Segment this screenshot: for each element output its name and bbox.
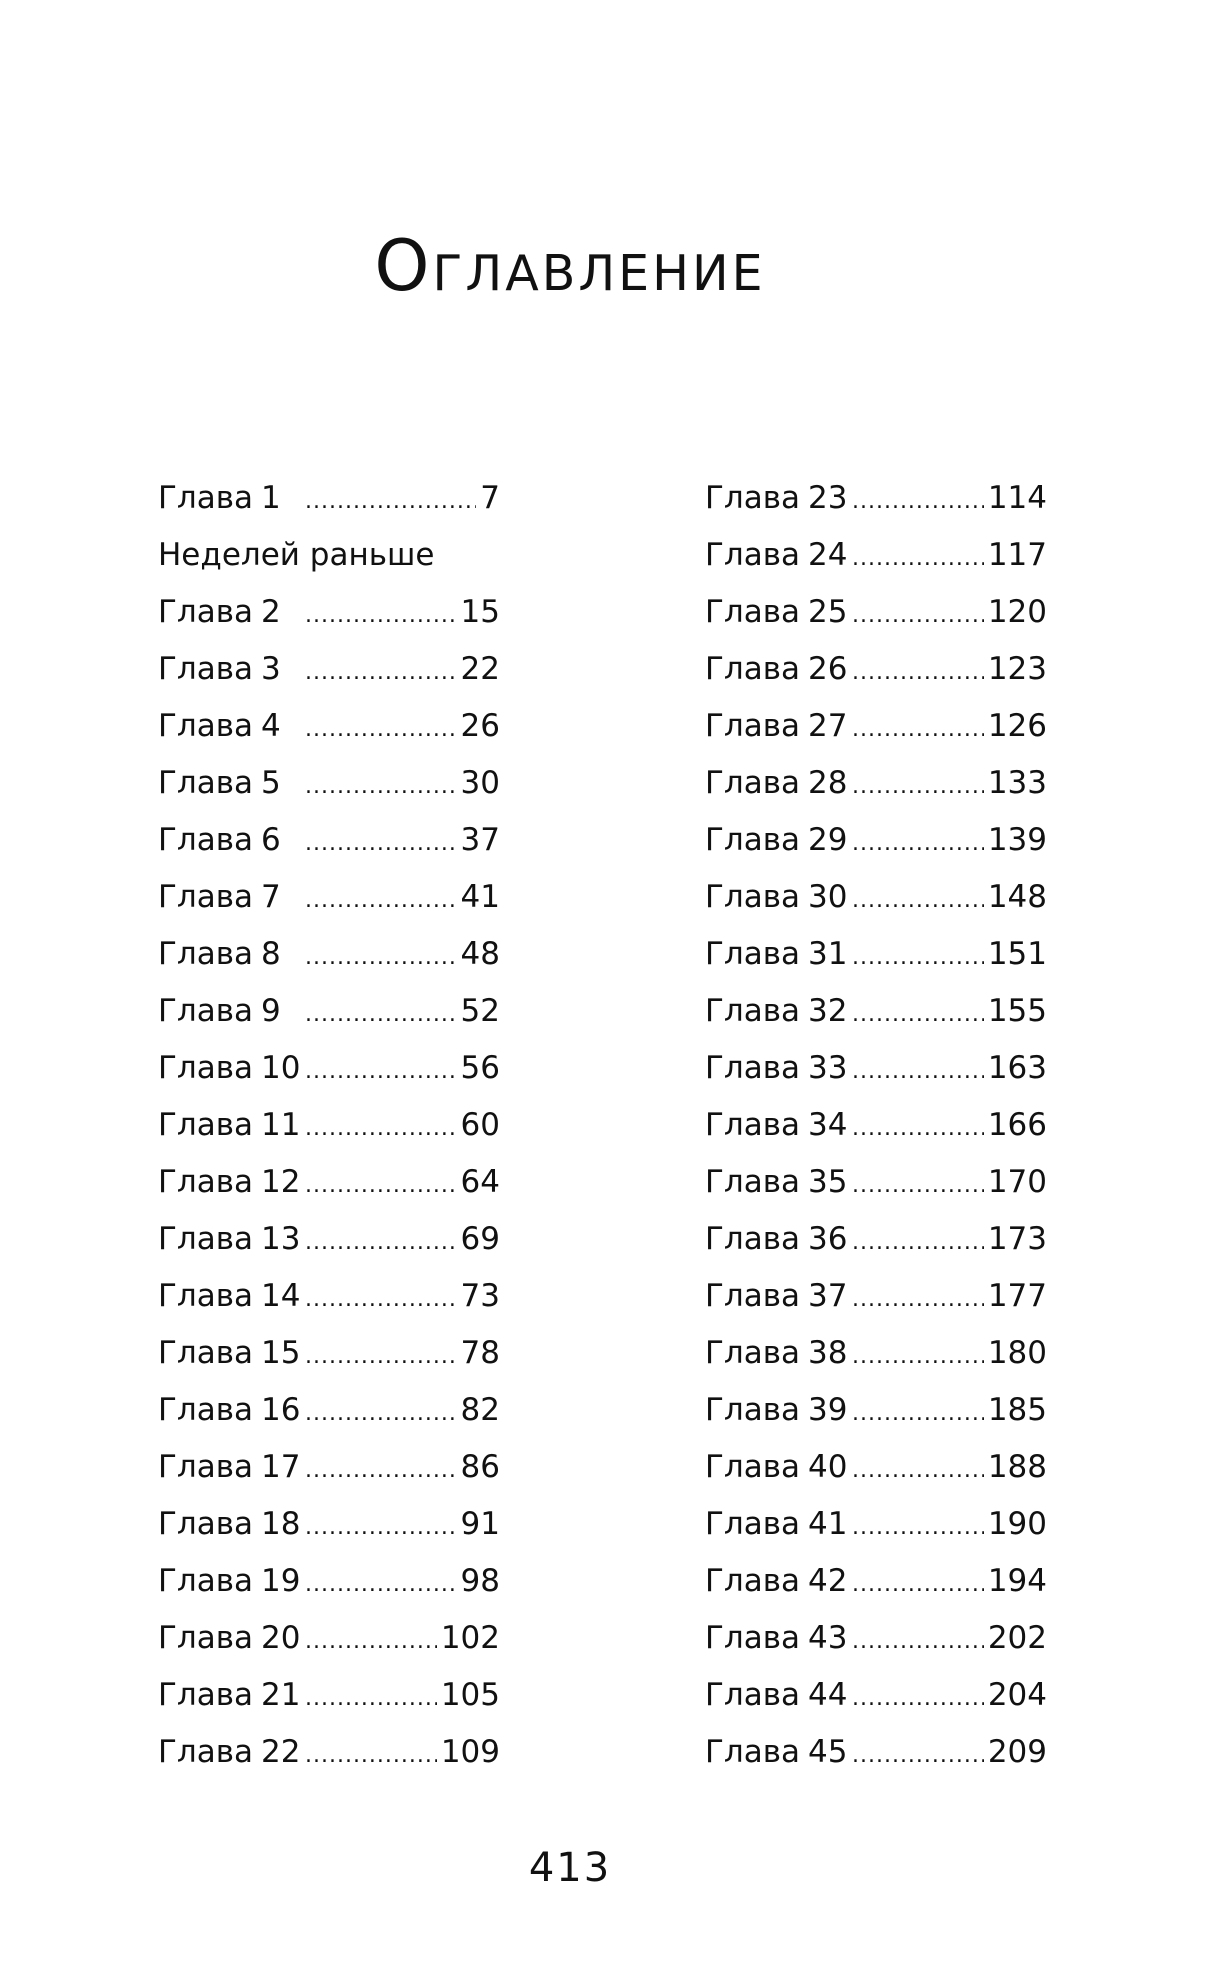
toc-entry[interactable]: [158, 1040, 500, 1097]
toc-entry-label: Глава: [158, 1107, 253, 1143]
toc-entry-page: 133: [987, 765, 1047, 801]
toc-entry-chapter-number: 35: [807, 1164, 848, 1200]
toc-dot-leader: [852, 1670, 984, 1727]
toc-entry-page: 30: [460, 765, 500, 801]
toc-dot-leader: [852, 758, 984, 815]
toc-entry-chapter-number: 30: [807, 879, 848, 915]
toc-entry-label: Глава: [705, 1107, 800, 1143]
toc-entry-chapter-number: 44: [807, 1677, 848, 1713]
toc-entry-label: Глава: [705, 480, 800, 516]
toc-dot-leader: [852, 644, 984, 701]
toc-entry-page: 91: [460, 1506, 500, 1542]
toc-entry-page: 102: [440, 1620, 500, 1656]
toc-dot-leader: [305, 1043, 457, 1100]
toc-entry-chapter-number: 8: [260, 936, 281, 972]
toc-entry[interactable]: [705, 1610, 1047, 1667]
toc-entry[interactable]: [705, 1553, 1047, 1610]
toc-entry[interactable]: [158, 1268, 500, 1325]
toc-entry-chapter-number: 38: [807, 1335, 848, 1371]
toc-dot-leader: [305, 1214, 457, 1271]
toc-entry-chapter-number: 19: [260, 1563, 301, 1599]
toc-entry-page: 126: [987, 708, 1047, 744]
toc-entry-label: Глава: [158, 1050, 253, 1086]
toc-dot-leader: [852, 701, 984, 758]
toc-entry-chapter-number: 34: [807, 1107, 848, 1143]
toc-dot-leader: [852, 587, 984, 644]
toc-dot-leader: [305, 587, 457, 644]
toc-entry-chapter-number: 42: [807, 1563, 848, 1599]
toc-entry[interactable]: [705, 527, 1047, 584]
toc-entry-page: 56: [460, 1050, 500, 1086]
toc-dot-leader: [305, 1442, 457, 1499]
toc-entry-label: Глава: [705, 1563, 800, 1599]
toc-entry-page: 69: [460, 1221, 500, 1257]
toc-entry-label: Глава: [158, 822, 253, 858]
toc-entry-chapter-number: 18: [260, 1506, 301, 1542]
toc-entry[interactable]: [158, 698, 500, 755]
toc-entry[interactable]: [705, 1154, 1047, 1211]
toc-entry-page: 73: [460, 1278, 500, 1314]
toc-entry-page: 15: [460, 594, 500, 630]
toc-entry-chapter-number: 5: [260, 765, 281, 801]
toc-entry-page: 86: [460, 1449, 500, 1485]
toc-entry-page: 202: [987, 1620, 1047, 1656]
toc-dot-leader: [852, 1328, 984, 1385]
toc-entry-chapter-number: 9: [260, 993, 281, 1029]
toc-entry[interactable]: [705, 1097, 1047, 1154]
toc-entry-page: 170: [987, 1164, 1047, 1200]
toc-entry[interactable]: [705, 1211, 1047, 1268]
toc-dot-leader: [305, 1727, 437, 1784]
toc-entry-page: 48: [460, 936, 500, 972]
toc-entry-chapter-number: 12: [260, 1164, 301, 1200]
toc-entry-chapter-number: 17: [260, 1449, 301, 1485]
toc-entry-label: Глава: [158, 993, 253, 1029]
toc-dot-leader: [852, 1499, 984, 1556]
toc-entry-page: 194: [987, 1563, 1047, 1599]
toc-entry-label: Глава: [705, 1050, 800, 1086]
toc-entry-label: Глава: [158, 1335, 253, 1371]
toc-dot-leader: [852, 1271, 984, 1328]
toc-entry[interactable]: [158, 1610, 500, 1667]
toc-entry[interactable]: [705, 1667, 1047, 1724]
toc-entry-label: Глава: [158, 480, 253, 516]
toc-dot-leader: [852, 1100, 984, 1157]
toc-dot-leader: [305, 1670, 437, 1727]
toc-dot-leader: [852, 815, 984, 872]
toc-entry-page: 114: [987, 480, 1047, 516]
toc-entry-label: Глава: [705, 765, 800, 801]
toc-entry-chapter-number: 13: [260, 1221, 301, 1257]
toc-entry-page: 188: [987, 1449, 1047, 1485]
toc-entry-label: Глава: [705, 1164, 800, 1200]
toc-dot-leader: [305, 815, 457, 872]
toc-entry-chapter-number: 36: [807, 1221, 848, 1257]
toc-entry-chapter-number: 26: [807, 651, 848, 687]
toc-entry[interactable]: [158, 1553, 500, 1610]
toc-entry[interactable]: [158, 812, 500, 869]
toc-entry-page: 209: [987, 1734, 1047, 1770]
toc-entry-chapter-number: 15: [260, 1335, 301, 1371]
toc-entry-label: Глава: [705, 537, 800, 573]
toc-entry[interactable]: [705, 812, 1047, 869]
toc-entry-label: Глава: [158, 1677, 253, 1713]
toc-entry-page: 41: [460, 879, 500, 915]
toc-entry-page: 180: [987, 1335, 1047, 1371]
toc-entry[interactable]: [158, 470, 500, 527]
toc-entry-page: 155: [987, 993, 1047, 1029]
toc-entry[interactable]: [158, 1496, 500, 1553]
toc-entry-page: 151: [987, 936, 1047, 972]
toc-entry-label: Глава: [705, 651, 800, 687]
page-number: 413: [528, 1845, 612, 1891]
toc-entry-page: 109: [440, 1734, 500, 1770]
toc-entry-chapter-number: 6: [260, 822, 281, 858]
toc-entry[interactable]: [158, 1724, 500, 1781]
toc-entry-chapter-number: 23: [807, 480, 848, 516]
toc-entry[interactable]: [158, 755, 500, 812]
toc-entry[interactable]: [705, 926, 1047, 983]
toc-entry-chapter-number: 41: [807, 1506, 848, 1542]
toc-entry-page: 82: [460, 1392, 500, 1428]
toc-entry-label: Глава: [705, 1335, 800, 1371]
toc-entry-chapter-number: 7: [260, 879, 281, 915]
toc-dot-leader: [305, 758, 457, 815]
toc-entry[interactable]: [158, 1325, 500, 1382]
toc-entry-chapter-number: 40: [807, 1449, 848, 1485]
toc-entry-label: Глава: [705, 708, 800, 744]
toc-entry-chapter-number: 33: [807, 1050, 848, 1086]
toc-entry-label: Глава: [158, 708, 253, 744]
toc-entry-label: Глава: [705, 1392, 800, 1428]
toc-entry-label: Глава: [705, 1620, 800, 1656]
toc-dot-leader: [852, 1556, 984, 1613]
toc-dot-leader: [305, 872, 457, 929]
toc-entry-chapter-number: 4: [260, 708, 281, 744]
toc-entry[interactable]: [705, 1040, 1047, 1097]
toc-entry-label: Глава: [705, 1677, 800, 1713]
toc-dot-leader: [305, 1271, 457, 1328]
toc-entry-label: Глава: [158, 765, 253, 801]
toc-column-left: [158, 470, 500, 1781]
toc-dot-leader: [852, 1214, 984, 1271]
toc-dot-leader: [305, 986, 457, 1043]
toc-entry[interactable]: [705, 1268, 1047, 1325]
toc-entry[interactable]: [158, 1211, 500, 1268]
toc-entry-chapter-number: 22: [260, 1734, 301, 1770]
page-title: Оглавление: [374, 225, 766, 307]
toc-entry-label: Неделей раньше: [158, 537, 435, 573]
toc-entry-chapter-number: 27: [807, 708, 848, 744]
toc-entry-chapter-number: 32: [807, 993, 848, 1029]
toc-entry-label: Глава: [158, 1278, 253, 1314]
toc-entry-page: 105: [440, 1677, 500, 1713]
toc-entry[interactable]: [158, 1667, 500, 1724]
toc-entry-page: 22: [460, 651, 500, 687]
toc-entry-page: 177: [987, 1278, 1047, 1314]
toc-entry-page: 26: [460, 708, 500, 744]
toc-dot-leader: [852, 929, 984, 986]
toc-dot-leader: [305, 1328, 457, 1385]
toc-entry-page: 123: [987, 651, 1047, 687]
toc-entry-page: 60: [460, 1107, 500, 1143]
toc-dot-leader: [852, 1442, 984, 1499]
toc-entry[interactable]: [705, 1325, 1047, 1382]
toc-entry-label: Глава: [158, 1392, 253, 1428]
toc-entry-page: 190: [987, 1506, 1047, 1542]
toc-entry[interactable]: [705, 869, 1047, 926]
toc-entry-label: Глава: [158, 879, 253, 915]
toc-entry-page: 173: [987, 1221, 1047, 1257]
toc-dot-leader: [305, 1385, 457, 1442]
toc-entry[interactable]: [705, 470, 1047, 527]
toc-entry-page: 78: [460, 1335, 500, 1371]
toc-entry-page: 185: [987, 1392, 1047, 1428]
toc-entry-chapter-number: 28: [807, 765, 848, 801]
toc-column-right: [705, 470, 1047, 1781]
toc-entry-label: Глава: [705, 1734, 800, 1770]
toc-entry-chapter-number: 29: [807, 822, 848, 858]
toc-entry-page: 117: [987, 537, 1047, 573]
toc-entry[interactable]: [158, 926, 500, 983]
toc-entry-page: 163: [987, 1050, 1047, 1086]
toc-dot-leader: [852, 473, 984, 530]
toc-entry[interactable]: [158, 584, 500, 641]
toc-entry-label: Глава: [158, 1620, 253, 1656]
toc-entry-label: Глава: [705, 1278, 800, 1314]
toc-entry[interactable]: [705, 641, 1047, 698]
toc-entry-chapter-number: 10: [260, 1050, 301, 1086]
toc-entry-chapter-number: 2: [260, 594, 281, 630]
toc-entry[interactable]: [705, 1439, 1047, 1496]
toc-entry-label: Глава: [705, 1221, 800, 1257]
toc-entry-page: 204: [987, 1677, 1047, 1713]
toc-entry-chapter-number: 37: [807, 1278, 848, 1314]
toc-entry[interactable]: [705, 755, 1047, 812]
toc-entry[interactable]: [705, 1496, 1047, 1553]
toc-entry[interactable]: [158, 527, 500, 584]
toc-entry-chapter-number: 25: [807, 594, 848, 630]
toc-dot-leader: [852, 986, 984, 1043]
toc-entry-label: Глава: [158, 1563, 253, 1599]
toc-entry[interactable]: [705, 1382, 1047, 1439]
toc-entry[interactable]: [158, 1097, 500, 1154]
toc-entry-chapter-number: 3: [260, 651, 281, 687]
toc-entry-label: Глава: [705, 822, 800, 858]
toc-entry-label: Глава: [705, 993, 800, 1029]
toc-entry-page: 7: [480, 480, 500, 516]
toc-entry[interactable]: [158, 869, 500, 926]
toc-entry-chapter-number: 16: [260, 1392, 301, 1428]
toc-entry[interactable]: [705, 584, 1047, 641]
toc-entry-label: Глава: [705, 1449, 800, 1485]
toc-dot-leader: [852, 1043, 984, 1100]
toc-entry-chapter-number: 43: [807, 1620, 848, 1656]
toc-entry-label: Глава: [705, 936, 800, 972]
toc-entry-label: Глава: [158, 1506, 253, 1542]
toc-entry-chapter-number: 45: [807, 1734, 848, 1770]
toc-entry[interactable]: [705, 983, 1047, 1040]
toc-entry-label: Глава: [158, 1221, 253, 1257]
toc-dot-leader: [852, 1727, 984, 1784]
toc-entry-label: Глава: [158, 651, 253, 687]
toc-dot-leader: [852, 872, 984, 929]
toc-entry[interactable]: [158, 1382, 500, 1439]
toc-entry-chapter-number: 11: [260, 1107, 301, 1143]
toc-dot-leader: [305, 929, 457, 986]
toc-entry-page: 120: [987, 594, 1047, 630]
toc-dot-leader: [305, 701, 457, 758]
toc-entry[interactable]: [705, 1724, 1047, 1781]
toc-entry-page: 37: [460, 822, 500, 858]
toc-dot-leader: [852, 1385, 984, 1442]
toc-entry[interactable]: [158, 641, 500, 698]
toc-entry-label: Глава: [705, 879, 800, 915]
toc-dot-leader: [305, 473, 476, 530]
toc-entry-label: Глава: [158, 1164, 253, 1200]
toc-dot-leader: [852, 1613, 984, 1670]
toc-dot-leader: [305, 644, 457, 701]
toc-entry[interactable]: [158, 1439, 500, 1496]
toc-entry-chapter-number: 14: [260, 1278, 301, 1314]
toc-entry-label: Глава: [705, 1506, 800, 1542]
toc-entry-page: 64: [460, 1164, 500, 1200]
toc-entry-chapter-number: 24: [807, 537, 848, 573]
toc-entry[interactable]: [158, 983, 500, 1040]
toc-entry-page: 98: [460, 1563, 500, 1599]
toc-entry-chapter-number: 39: [807, 1392, 848, 1428]
toc-dot-leader: [305, 1556, 457, 1613]
toc-entry-chapter-number: 20: [260, 1620, 301, 1656]
toc-entry-label: Глава: [158, 594, 253, 630]
toc-entry-page: 166: [987, 1107, 1047, 1143]
toc-dot-leader: [852, 530, 984, 587]
toc-dot-leader: [305, 1100, 457, 1157]
toc-dot-leader: [305, 1499, 457, 1556]
toc-entry[interactable]: [705, 698, 1047, 755]
toc-entry-page: 139: [987, 822, 1047, 858]
toc-dot-leader: [305, 1613, 437, 1670]
toc-entry[interactable]: [158, 1154, 500, 1211]
toc-dot-leader: [305, 1157, 457, 1214]
toc-entry-label: Глава: [158, 1734, 253, 1770]
toc-entry-label: Глава: [158, 1449, 253, 1485]
toc-entry-page: 148: [987, 879, 1047, 915]
toc-entry-page: 52: [460, 993, 500, 1029]
toc-entry-chapter-number: 31: [807, 936, 848, 972]
toc-dot-leader: [852, 1157, 984, 1214]
toc-entry-label: Глава: [705, 594, 800, 630]
toc-entry-chapter-number: 21: [260, 1677, 301, 1713]
toc-entry-label: Глава: [158, 936, 253, 972]
toc-entry-chapter-number: 1: [260, 480, 281, 516]
